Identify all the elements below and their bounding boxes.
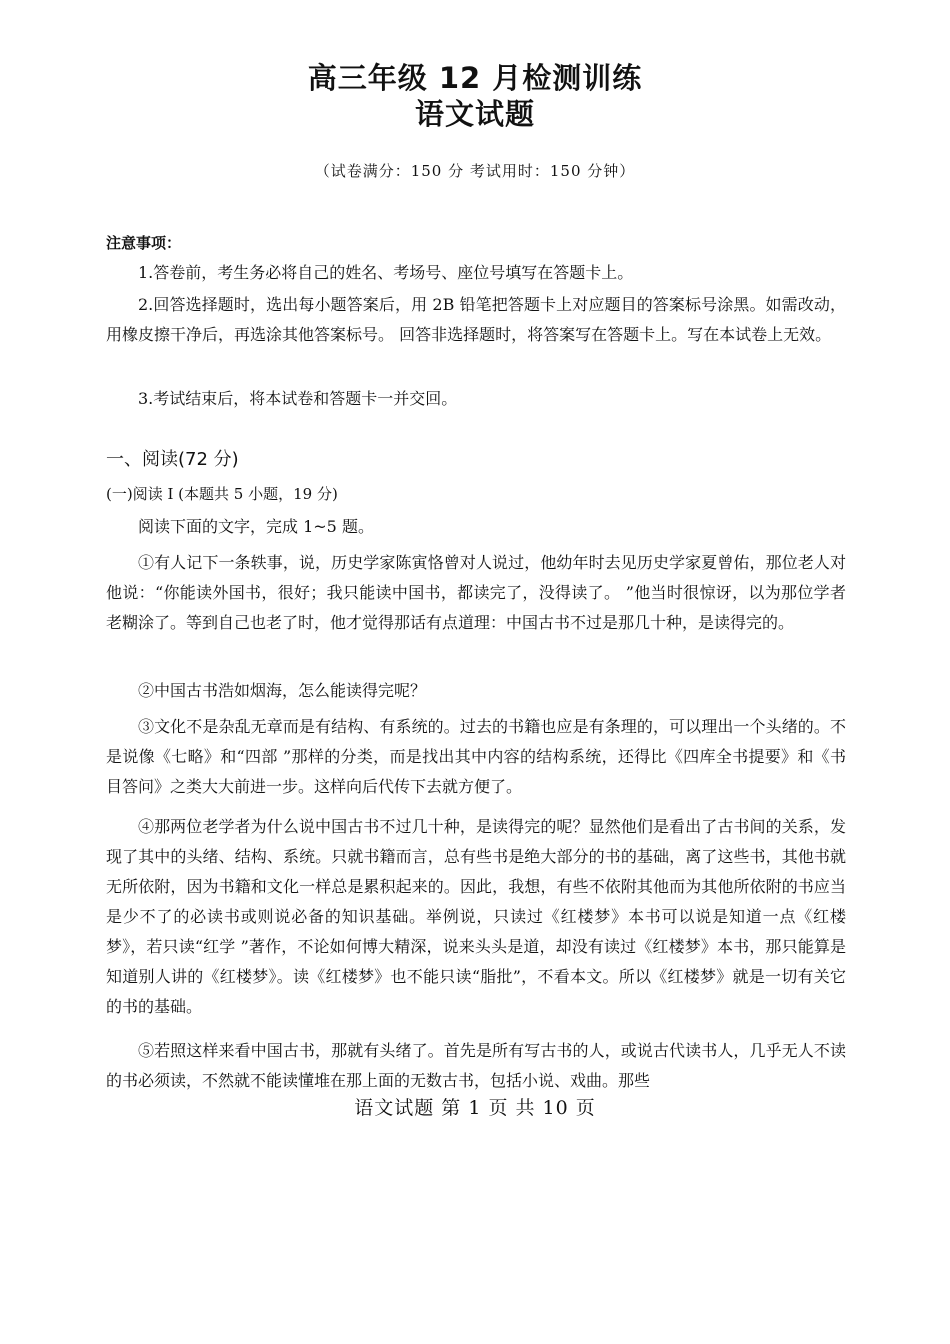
section-heading: 一、阅读(72 分): [106, 449, 239, 470]
subject-title: 语文试题: [414, 97, 535, 131]
exam-info: （试卷满分：150 分 考试用时：150 分钟）: [314, 162, 636, 180]
notice-item: 2.回答选择题时，选出每小题答案后，用 2B 铅笔把答题卡上对应题目的答案标号涂黑。如需改动，用橡皮擦干净后，再选涂其他答案标号。 回答非选择题时，将答案写在答题卡上。写在本试卷上无效。: [106, 295, 846, 344]
notice-item: 3.考试结束后，将本试卷和答题卡一并交回。: [138, 389, 458, 408]
passage-paragraph: ①有人记下一条轶事，说，历史学家陈寅恪曾对人说过，他幼年时去见历史学家夏曾佑，那位老人对他说：“你能读外国书，很好；我只能读中国书，都读完了，没得读了。 ”他当时很惊讶，以为那位学者老糊涂了。等到自己也老了时，他才觉得那话有点道理：中国古书不过是那几十种，是读得完的。: [106, 553, 846, 632]
notice-item: 1.答卷前，考生务必将自己的姓名、考场号、座位号填写在答题卡上。: [138, 263, 634, 282]
passage-paragraph: ②中国古书浩如烟海，怎么能读得完呢？: [138, 681, 427, 700]
passage-paragraph: ⑤若照这样来看中国古书，那就有头绪了。首先是所有写古书的人，或说古代读书人，几乎无人不读的书必须读，不然就不能读懂堆在那上面的无数古书，包括小说、戏曲。那些: [106, 1041, 846, 1090]
exam-title: 高三年级 12 月检测训练: [307, 61, 643, 95]
reading-instruction: 阅读下面的文字，完成 1~5 题。: [138, 517, 374, 536]
passage-paragraph: ④那两位老学者为什么说中国古书不过几十种，是读得完的呢？显然他们是看出了古书间的关系，发现了其中的头绪、结构、系统。只就书籍而言，总有些书是绝大部分的书的基础，离了这些书，其他书就无所依附，因为书籍和文化一样总是累积起来的。因此，我想，有些不依附其他而为其他所依附的书应当是少不了的必读书或则说必备的知识基础。举例说，只读过《红楼梦》本书可以说是知道一点《红楼梦》，若只读“红学 ”著作，不论如何博大精深，说来头头是道，却没有读过《红楼梦》本书，那只能算是知道别人讲的《红楼梦》。读《红楼梦》也不能只读“脂批”，不看本文。所以《红楼梦》就是一切有关它的书的基础。: [106, 817, 846, 1016]
notice-heading: 注意事项：: [106, 234, 182, 252]
subsection-heading: (一)阅读 Ⅰ (本题共 5 小题，19 分): [106, 485, 338, 503]
passage-paragraph: ③文化不是杂乱无章而是有结构、有系统的。过去的书籍也应是有条理的，可以理出一个头绪的。不是说像《七略》和“四部 ”那样的分类，而是找出其中内容的结构系统，还得比《四库全书提要》和《书目答问》之类大大前进一步。这样向后代传下去就方便了。: [106, 717, 846, 796]
page-footer: 语文试题 第 1 页 共 10 页: [354, 1097, 596, 1119]
